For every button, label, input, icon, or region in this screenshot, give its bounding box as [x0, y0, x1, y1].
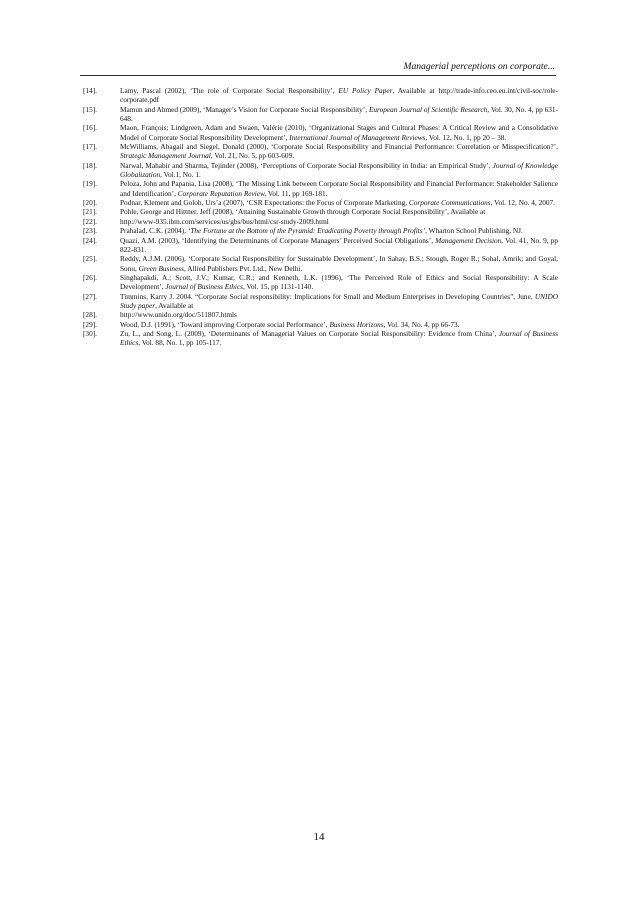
reference-segment: , Vol. 41, No. 9, pp 822-831.: [120, 235, 558, 254]
reference-italic-segment: Journal of Business Ethics,: [165, 282, 245, 292]
reference-text: [120, 123, 558, 142]
reference-number: [14].: [83, 86, 97, 95]
reference-entry: [83, 236, 558, 255]
reference-segment: , Vol. 88, No. 1, pp 105-117.: [138, 338, 222, 348]
reference-segment: McWilliams, Abagail and Siegel, Donald (2000), ‘Corporate Social Responsibility and Financial Performance: Correlation or Misspecification?’,: [120, 142, 558, 152]
reference-entry: [83, 226, 558, 235]
reference-entry: [83, 123, 558, 142]
reference-segment: Peloza, John and Papania, Lisa (2008), ‘The Missing Link between Corporate Social Responsibility and Financial Performance: Stakeholder Salience and Identification’,: [120, 179, 558, 198]
reference-segment: , Vol. 21, No. 5, pp 603-609.: [210, 151, 295, 161]
reference-segment: , Vol.1, No. 1.: [160, 170, 201, 180]
reference-text: [120, 226, 558, 235]
reference-italic-segment: Business Horizons: [329, 319, 384, 329]
reference-text: [120, 329, 558, 348]
reference-segment: Timmins, Karry J. 2004. “Corporate Social responsibility: Implications for Small and Medium Enterprises in Developing Countries”, June,: [120, 291, 535, 301]
reference-entry: [83, 217, 558, 226]
reference-segment: Vol. 15, pp 1131-1140.: [244, 282, 314, 292]
reference-entry: [83, 320, 558, 329]
reference-text: [120, 105, 558, 124]
reference-list: [83, 86, 558, 348]
reference-segment: , Vol. 30, No. 4, pp 631-648.: [120, 104, 558, 124]
reference-segment: Mamun and Ahmed (2009), ‘Manager’s Vision for Corporate Social Responsibility’,: [120, 104, 369, 114]
reference-italic-segment: Journal of Knowledge Globalization: [120, 160, 558, 180]
reference-segment: Singhapakdi, A.; Scott, J.V.; Kumar, C.R.; and Kenneth, L.K. (1996), ‘The Perceived Role of Ethics and Social Responsibility: A Scale Development’,: [120, 272, 558, 292]
reference-entry: [83, 207, 558, 216]
reference-text: [120, 236, 558, 255]
reference-italic-segment: European Journal of Scientific Research: [368, 104, 488, 114]
reference-entry: [83, 161, 558, 180]
reference-text: [120, 254, 558, 273]
reference-text: [120, 161, 558, 180]
reference-entry: [83, 273, 558, 292]
reference-entry: [83, 329, 558, 348]
reference-text: [120, 273, 558, 292]
reference-number: [26].: [83, 272, 97, 282]
reference-number: [28].: [83, 310, 97, 320]
reference-segment: Wood, D.J. (1991), ‘Toward improving Corporate social Performance’,: [120, 319, 330, 329]
reference-text: [120, 207, 558, 216]
reference-number: [15].: [83, 104, 97, 114]
reference-text: [120, 179, 558, 198]
reference-number: [22].: [83, 216, 97, 226]
reference-entry: [83, 105, 558, 124]
reference-italic-segment: International Journal of Management Reviews: [289, 132, 426, 142]
reference-italic-segment: EU Policy Paper: [338, 86, 393, 95]
reference-segment: Maon, François; Lindgreen, Adam and Swaen, Valérie (2010), ‘Organizational Stages and Cultural Phases: A Critical Review and a Consolidative Model of Corporate Social Responsibility Development’,: [120, 123, 558, 142]
reference-segment: , Available at: [155, 300, 194, 310]
reference-number: [27].: [83, 291, 97, 301]
reference-text: [120, 142, 558, 161]
reference-italic-segment: Green Business: [138, 263, 184, 273]
reference-entry: [83, 142, 558, 161]
running-header: Managerial perceptions on corporate...: [403, 61, 555, 72]
reference-entry: [83, 86, 558, 105]
reference-text: [120, 310, 558, 319]
reference-number: [16].: [83, 123, 97, 133]
reference-text: [120, 320, 558, 329]
reference-italic-segment: Corporate Reputation Review,: [177, 188, 267, 198]
reference-text: [120, 217, 558, 226]
reference-italic-segment: Strategic Management Journal: [120, 151, 211, 161]
reference-number: [24].: [83, 235, 97, 245]
reference-text: [120, 292, 558, 311]
reference-segment: Podnar, Klement and Golob, Urs’a (2007), ‘CSR Expectations: the Focus of Corporate Marketing,: [120, 198, 409, 208]
reference-number: [30].: [83, 328, 97, 338]
reference-italic-segment: UNIDO Study paper: [120, 291, 558, 310]
reference-segment: Quazi, A.M. (2003), ‘Identifying the Determinants of Corporate Managers’ Perceived Social Obligations’,: [120, 235, 436, 245]
reference-segment: http://www-935.ibm.com/services/us/gbs/bus/html/csr-study-2009.html: [120, 216, 329, 226]
reference-number: [17].: [83, 142, 97, 152]
reference-segment: , Vol. 34, No. 4, pp 66-73.: [383, 319, 460, 329]
reference-entry: [83, 292, 558, 311]
reference-segment: , Allied Publishers Pvt. Ltd., New Delhi.: [183, 263, 303, 273]
reference-segment: Zu, L., and Song, L. (2009), ‘Determinants of Managerial Values on Corporate Social Responsibility: Evidence from China’,: [120, 328, 499, 338]
reference-number: [20].: [83, 198, 97, 208]
reference-segment: Pohle, George and Hittner, Jeff (2008), ‘Attaining Sustainable Growth through Corporate Social Responsibility’, Available at: [120, 207, 486, 217]
reference-segment: , Vol. 12, No. 1, pp 20 – 38.: [425, 132, 507, 142]
reference-entry: [83, 254, 558, 273]
reference-italic-segment: Journal of Business Ethics: [120, 328, 558, 348]
reference-italic-segment: Corporate Communications: [408, 198, 491, 208]
reference-number: [29].: [83, 319, 97, 329]
reference-segment: , Vol. 12, No. 4, 2007.: [490, 198, 555, 208]
reference-segment: Vol. 11, pp 169-181.: [266, 188, 328, 198]
reference-segment: Lamy, Pascal (2002), ‘The role of Corporate Social Responsibility’,: [120, 86, 339, 95]
reference-entry: [83, 179, 558, 198]
reference-number: [19].: [83, 179, 97, 189]
reference-number: [23].: [83, 226, 97, 236]
reference-entry: [83, 310, 558, 319]
reference-segment: , Available at http://trade-info.ceo.eu.int/civil-soc/role-corporate.pdf: [120, 86, 558, 105]
reference-italic-segment: ‘The Fortune at the Bottom of the Pyramid: Eradicating Poverty through Profits’: [187, 226, 426, 236]
reference-entry: [83, 198, 558, 207]
reference-number: [25].: [83, 254, 97, 264]
reference-text: [120, 198, 558, 207]
reference-number: [21].: [83, 207, 97, 217]
page-number: 14: [313, 831, 325, 843]
reference-segment: Narwal, Mahabir and Sharma, Tejinder (2008), ‘Perceptions of Corporate Social Responsibility in India: an Empirical Study’,: [120, 160, 493, 170]
reference-text: [120, 86, 558, 105]
header-rule: [80, 75, 556, 76]
reference-segment: http://www.unido.org/doc/511807.htmls: [120, 310, 237, 320]
reference-segment: , Wharton School Publishing, NJ.: [425, 226, 523, 236]
reference-italic-segment: Management Decision: [435, 235, 502, 245]
reference-number: [18].: [83, 160, 97, 170]
reference-segment: Prahalad, C.K. (2004),: [120, 226, 188, 236]
reference-segment: Reddy, A.J.M. (2006), ‘Corporate Social Responsibility for Sustainable Development’, In Sahay, B.S.; Stough, Roger R.; Sohal, Amrik; and Goyal, Sonu,: [120, 254, 558, 273]
